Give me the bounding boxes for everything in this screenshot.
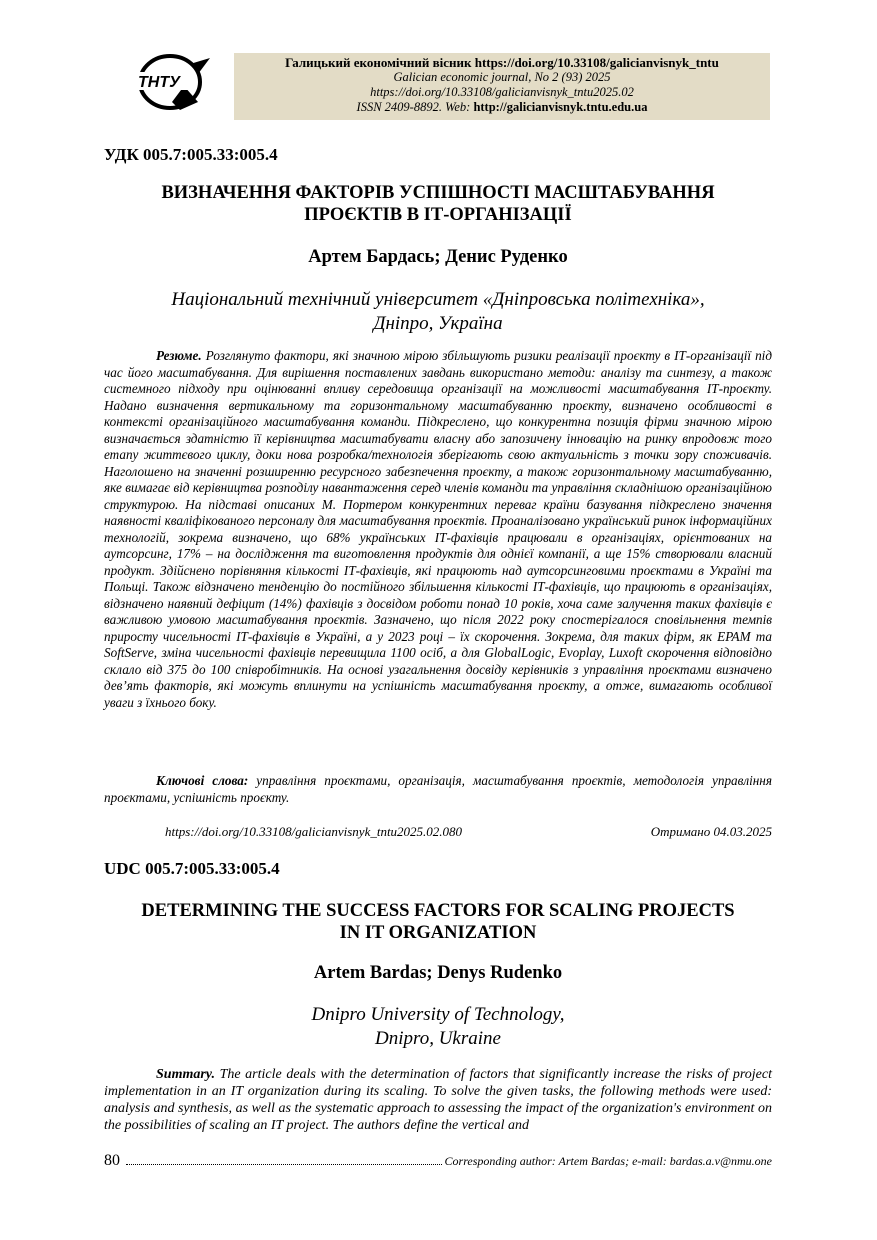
received-date: Отримано 04.03.2025 (650, 824, 772, 839)
abstract-text: Розглянуто фактори, які значною мірою збільшують ризики реалізації проєкту в ІТ-організації під час його масштабування. Для вирішення поставлених завдань використано методи: аналізу та синтезу, а також системного підходу при оцінюванні впливу середовища організації на можливості масштабування ІТ-проєкту. Надано визначення вертикальному та горизонтальному масштабуванню проєкту, визначено особливості в контексті організаційного масштабування команди. Підкреслено, що конкурентна позиція фірми значною мірою визначається здатністю її керівництва масштабувати власну або запозичену інновацію на ринку впродовж того етапу життєвого циклу, доки нова розробка/технологія зберігають свою актуальність з точки зору споживачів. Наголошено на значенні розширенню ресурсного забезпечення проєкту, а також горизонтальному масштабуванню, яке вимагає від керівництва розподілу навантаження серед членів команди та управління складнішою організаційною структурою. На підставі описаних М. Портером конкурентних переваг країни базування підкреслено значення наявності кваліфікованого персоналу для масштабування проєктів. Проаналізовано український ринок інформаційних технологій, зокрема визначено, що 68% українських ІТ-фахівців працювали в організаціях, орієнтованих на аутсорсинг, 17% – на дослідження та виготовлення продуктів для однієї компанії, а ще 15% створювали власний продукт. Здійснено порівняння кількості ІТ-фахівців, які працюють над аутсорсинговими проєктами в Україні та Польщі. Також відзначено тенденцію до постійного збільшення кількості ІТ-фахівців, що працюють в організаціях, відзначено наявний дефіцит (14%) фахівців з досвідом роботи понад 10 років, хоча саме залучення таких фахівців є важливою умовою масштабування проєктів. Зазначено, що після 2022 року спостерігалося сповільнення темпів приросту чисельності ІТ-фахівців в Україні, а у 2023 році – їх скорочення. Зокрема, для таких фірм, як EPAM та SoftServe, зміна чисельності фахівців перевищила 1100 осіб, а для GlobalLogic, Evoplay, Luxoft скорочення відповідно склало від 375 до 100 співробітників. На основі узагальнення досвіду керівників з управління проєктами визначено дев’ять факторів, які можуть вплинути на успішність масштабування проєкту, а отже, вимагають особливої уваги з їхнього боку. (104, 348, 773, 710)
issn-text: ISSN 2409-8892. Web: (356, 100, 474, 114)
abstract-lead: Резюме. (156, 348, 202, 363)
journal-issn-line (234, 100, 770, 115)
affiliation-en-line2: Dnipro, Ukraine (375, 1028, 501, 1049)
journal-title-line: Галицький економічний вісник https://doi.org/10.33108/galicianvisnyk_tntu (285, 55, 719, 70)
tntu-logo-icon (132, 52, 212, 112)
authors-en: Artem Bardas; Denys Rudenko (313, 963, 563, 983)
title-en (104, 900, 772, 944)
affiliation-ua (104, 288, 772, 336)
journal-issue-line: Galician economic journal, No 2 (93) 2025 (393, 70, 611, 84)
title-ua-line1: ВИЗНАЧЕННЯ ФАКТОРІВ УСПІШНОСТІ МАСШТАБУВАННЯ (161, 183, 715, 203)
affiliation-ua-line1: Національний технічний університет «Дніпровська політехніка», (171, 289, 705, 310)
corresponding-author: Corresponding author: Artem Bardas; e-mail: bardas.a.v@nmu.one (444, 1154, 772, 1168)
doi-received-row (165, 824, 772, 840)
keywords-text: управління проєктами, організація, масштабування проєктів, методологія управління проєктами, успішність проєкту. (104, 773, 772, 805)
page-number: 80 (104, 1152, 120, 1169)
footer-dot-leader (126, 1163, 442, 1165)
udc-ua: УДК 005.7:005.33:005.4 (104, 145, 278, 164)
title-en-line1: DETERMINING THE SUCCESS FACTORS FOR SCALING PROJECTS (141, 901, 735, 921)
summary-en (104, 1066, 772, 1134)
article-doi-link[interactable]: https://doi.org/10.33108/galicianvisnyk_tntu2025.02.080 (165, 824, 463, 839)
title-ua-line2: ПРОЄКТІВ В ІТ-ОРГАНІЗАЦІЇ (304, 205, 572, 225)
title-en-line2: IN IT ORGANIZATION (339, 923, 537, 943)
summary-lead: Summary. (156, 1067, 215, 1082)
authors-ua: Артем Бардась; Денис Руденко (308, 247, 568, 267)
summary-text: The article deals with the determination of factors that significantly increase the risks of project implementation in an IT organization during its scaling. To solve the given tasks, the following methods were used: analysis and synthesis, as well as the systematic approach to assessing the impact of the organization's environment on the possibilities of scaling an IT project. The authors define the vertical and (104, 1067, 772, 1133)
journal-header (234, 53, 770, 120)
journal-web-link[interactable]: http://galicianvisnyk.tntu.edu.ua (473, 100, 648, 114)
page-footer (104, 1152, 772, 1170)
title-ua (104, 182, 772, 226)
udc-en: UDC 005.7:005.33:005.4 (104, 859, 280, 878)
keywords-ua (104, 773, 772, 806)
keywords-lead: Ключові слова: (156, 773, 249, 788)
affiliation-ua-line2: Дніпро, Україна (373, 313, 503, 334)
affiliation-en (104, 1003, 772, 1051)
logo-text: ТНТУ (138, 74, 180, 91)
affiliation-en-line1: Dnipro University of Technology, (311, 1004, 565, 1025)
journal-doi-line: https://doi.org/10.33108/galicianvisnyk_tntu2025.02 (370, 85, 634, 99)
abstract-ua (104, 348, 772, 711)
